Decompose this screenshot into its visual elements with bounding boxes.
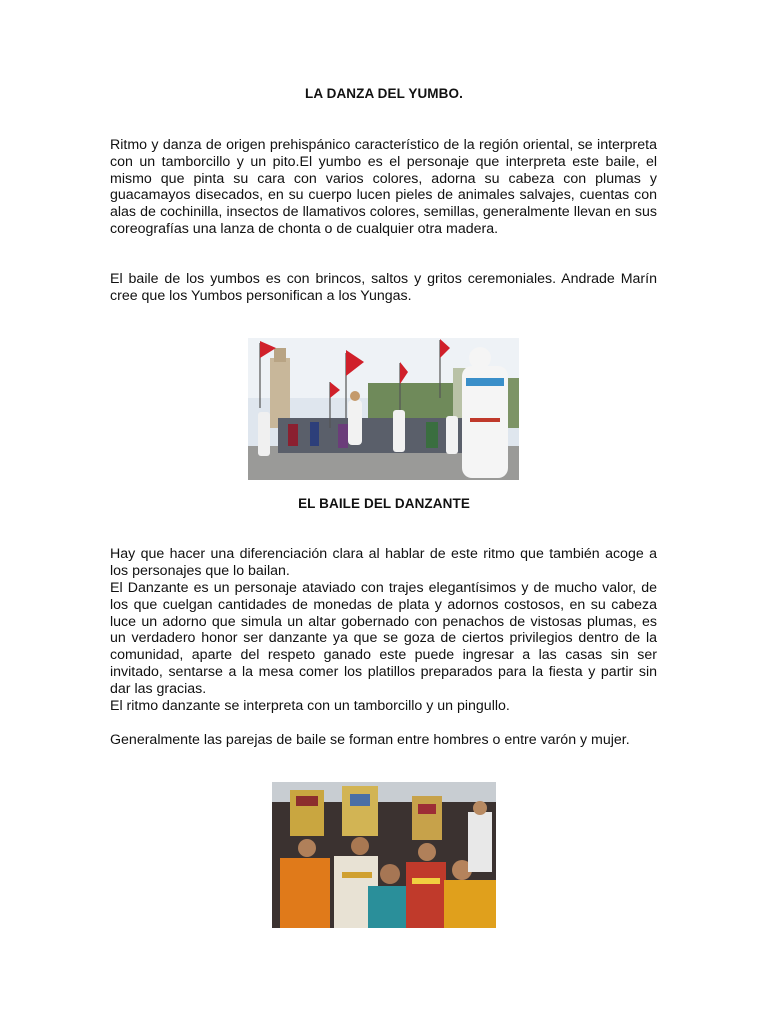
danzante-paragraph-1: Hay que hacer una diferenciación clara al hablar de este ritmo que también acoge a los personajes que lo bailan.: [110, 546, 657, 579]
yumbo-paragraph-1: Ritmo y danza de origen prehispánico característico de la región oriental, se interpreta con un tamborcillo y un pito.El yumbo es el personaje que interpreta este baile, el mismo que pinta su cara con varios colores, adorna su cabeza con plumas y guacamayos disecados, en su cuerpo lucen pieles de animales salvajes, cuentas con alas de cochinilla, insectos de llamativos colores, semillas, generalmente llevan en sus coreografías una lanza de chonta o de cualquier otra madera.: [110, 137, 657, 237]
danzante-paragraph-2: El Danzante es un personaje ataviado con trajes elegantísimos y de mucho valor, de los que cuelgan cantidades de monedas de plata y adornos costosos, en su cabeza luce un adorno que simula un altar gobernado con penachos de vistosas plumas, es un verdadero honor ser danzante ya que se goza de ciertos privilegios dentro de la comunidad, aparte del respeto ganado este puede ingresar a las casas sin ser invitado, sentarse a la mesa comer los platillos preparados para la fiesta y partir sin dar las gracias.: [110, 580, 657, 697]
section-title-danzante: EL BAILE DEL DANZANTE: [298, 496, 470, 511]
section-title-yumbo: LA DANZA DEL YUMBO.: [305, 86, 463, 101]
danzante-photo: [272, 782, 496, 928]
danzante-paragraph-4: Generalmente las parejas de baile se forman entre hombres o entre varón y mujer.: [110, 732, 630, 748]
yumbo-dance-photo: [248, 338, 519, 480]
yumbo-paragraph-2: El baile de los yumbos es con brincos, saltos y gritos ceremoniales. Andrade Marín cree que los Yumbos personifican a los Yungas.: [110, 271, 657, 304]
danzante-paragraph-3: El ritmo danzante se interpreta con un tamborcillo y un pingullo.: [110, 698, 510, 714]
